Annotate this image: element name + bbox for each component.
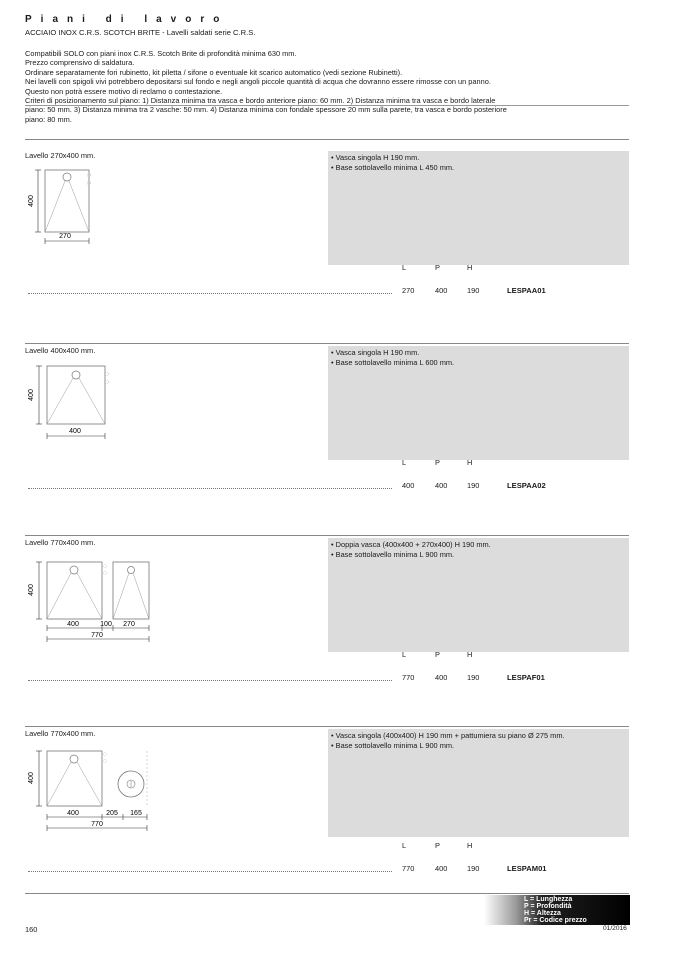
section-divider xyxy=(25,139,629,140)
drain-icon xyxy=(70,566,78,574)
section-divider xyxy=(25,535,629,536)
leader-dots xyxy=(28,293,392,294)
value-p: 400 xyxy=(435,864,448,873)
col-header-p: P xyxy=(435,650,440,659)
section-divider xyxy=(25,726,629,727)
col-header-l: L xyxy=(402,263,407,272)
note-line: • Base sottolavello minima L 900 mm. xyxy=(331,741,455,750)
intro-line: Compatibili SOLO con piani inox C.R.S. Scotch Brite di profondità minima 630 mm. xyxy=(25,49,297,58)
col-header-p: P xyxy=(435,841,440,850)
section-divider xyxy=(25,893,629,894)
page-number: 160 xyxy=(25,925,38,934)
sink-outline xyxy=(47,366,105,424)
leader-dots xyxy=(28,488,392,489)
intro-line: piano: 80 mm. xyxy=(25,114,72,124)
value-l: 400 xyxy=(402,481,415,490)
drain-icon xyxy=(128,567,135,574)
value-l: 270 xyxy=(402,286,415,295)
sink-drawing xyxy=(25,360,115,440)
value-l: 770 xyxy=(402,673,415,682)
sink-outline xyxy=(47,751,102,806)
dim-b: 100 xyxy=(100,621,112,628)
dim-height: 400 xyxy=(28,584,35,596)
drain-icon xyxy=(63,173,71,181)
note-line: • Base sottolavello minima L 900 mm. xyxy=(331,550,455,559)
col-header-l: L xyxy=(402,458,407,467)
dim-width: 270 xyxy=(59,233,71,240)
sink-drawing xyxy=(25,743,155,833)
note-line: • Base sottolavello minima L 450 mm. xyxy=(331,163,455,172)
intro-text xyxy=(25,49,565,124)
sink-outline xyxy=(45,170,89,232)
sink-drawing xyxy=(25,554,155,644)
value-p: 400 xyxy=(435,286,448,295)
leader-dots xyxy=(28,871,392,872)
col-header-h: H xyxy=(467,841,473,850)
intro-line: piano: 50 mm. 3) Distanza minima tra 2 vasche: 50 mm. 4) Distanza minima con fondale spessore 20 mm sulla parete, tra vasca e bordo posteriore xyxy=(25,105,507,115)
sink-drawing xyxy=(25,163,105,247)
dim-b: 205 xyxy=(106,810,118,817)
dim-a: 400 xyxy=(67,621,79,628)
section-divider xyxy=(25,343,629,344)
intro-line: Criteri di posizionamento sul piano: 1) Distanza minima tra vasca e bordo anteriore piano: 60 mm. 2) Distanza minima tra vasca e bordo laterale xyxy=(25,96,496,106)
col-header-h: H xyxy=(467,458,473,467)
value-h: 190 xyxy=(467,864,480,873)
notes-box xyxy=(328,729,629,837)
intro-line: Questo non potrà essere motivo di reclamo o contestazione. xyxy=(25,86,223,96)
product-code: LESPAF01 xyxy=(507,673,545,682)
dim-total: 770 xyxy=(91,821,103,828)
drain-icon xyxy=(72,371,80,379)
intro-line: Prezzo comprensivo di saldatura. xyxy=(25,58,135,68)
legend-item: Pr = Codice prezzo xyxy=(524,917,587,924)
product-code: LESPAM01 xyxy=(507,864,547,873)
value-p: 400 xyxy=(435,673,448,682)
product-title: Lavello 400x400 mm. xyxy=(25,346,96,355)
value-h: 190 xyxy=(467,673,480,682)
page-subtitle: ACCIAIO INOX C.R.S. SCOTCH BRITE - Lavelli saldati serie C.R.S. xyxy=(25,28,256,37)
dim-c: 270 xyxy=(123,621,135,628)
note-line: • Vasca singola (400x400) H 190 mm + pattumiera su piano Ø 275 mm. xyxy=(331,731,565,740)
value-l: 770 xyxy=(402,864,415,873)
dim-c: 165 xyxy=(130,810,142,817)
drain-icon xyxy=(70,755,78,763)
col-header-p: P xyxy=(435,458,440,467)
intro-line: Nei lavelli con spigoli vivi potrebbero depositarsi sul fondo e negli angoli piccole quantità di acqua che dovranno essere rimosse con un panno. xyxy=(25,77,491,87)
col-header-l: L xyxy=(402,650,407,659)
page-title: Piani di lavoro xyxy=(25,14,229,25)
value-p: 400 xyxy=(435,481,448,490)
footer-date: 01/2016 xyxy=(603,925,627,932)
dim-total: 770 xyxy=(91,632,103,639)
legend-item: P = Profondità xyxy=(524,903,572,910)
notes-box xyxy=(328,151,629,265)
dim-height: 400 xyxy=(28,389,35,401)
dim-width: 400 xyxy=(69,428,81,435)
dim-a: 400 xyxy=(67,810,79,817)
product-code: LESPAA01 xyxy=(507,286,546,295)
legend-box xyxy=(484,895,630,925)
intro-line: Ordinare separatamente fori rubinetto, kit piletta / sifone o eventuale kit scarico automatico (vedi sezione Rubinetti). xyxy=(25,67,403,77)
note-line: • Vasca singola H 190 mm. xyxy=(331,153,420,162)
product-code: LESPAA02 xyxy=(507,481,546,490)
value-h: 190 xyxy=(467,481,480,490)
product-title: Lavello 270x400 mm. xyxy=(25,151,96,160)
legend-item: L = Lunghezza xyxy=(524,896,573,903)
leader-dots xyxy=(28,680,392,681)
note-line: • Doppia vasca (400x400 + 270x400) H 190 mm. xyxy=(331,540,491,549)
product-title: Lavello 770x400 mm. xyxy=(25,538,96,547)
col-header-p: P xyxy=(435,263,440,272)
col-header-l: L xyxy=(402,841,407,850)
dim-height: 400 xyxy=(28,195,35,207)
note-line: • Vasca singola H 190 mm. xyxy=(331,348,420,357)
value-h: 190 xyxy=(467,286,480,295)
notes-box xyxy=(328,346,629,460)
intro-divider xyxy=(25,105,629,106)
notes-box xyxy=(328,538,629,652)
dim-height: 400 xyxy=(28,772,35,784)
col-header-h: H xyxy=(467,650,473,659)
product-title: Lavello 770x400 mm. xyxy=(25,729,96,738)
sink-outline xyxy=(47,562,102,619)
legend-item: H = Altezza xyxy=(524,910,561,917)
col-header-h: H xyxy=(467,263,473,272)
sink-outline-2 xyxy=(113,562,149,619)
note-line: • Base sottolavello minima L 600 mm. xyxy=(331,358,455,367)
